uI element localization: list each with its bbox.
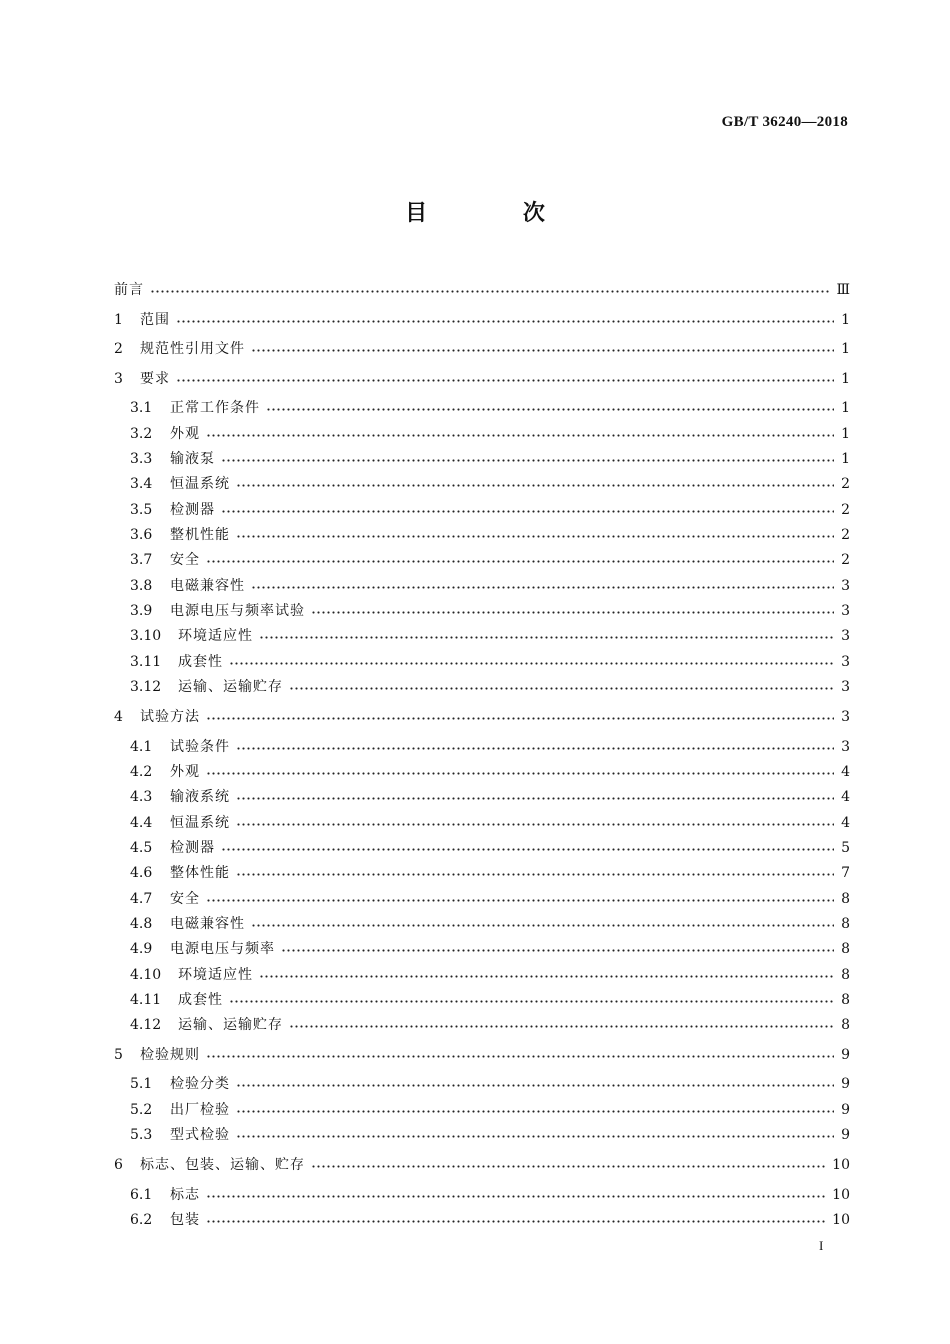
toc-entry[interactable]: [130, 787, 850, 807]
toc-leader-dots: [206, 716, 834, 721]
toc-entry-page: 1: [841, 312, 850, 328]
toc-entry-page: 9: [841, 1047, 850, 1063]
toc-leader-dots: [311, 610, 834, 615]
toc-entry-number: 4.2: [130, 764, 153, 780]
toc-leader-dots: [176, 319, 834, 324]
toc-entry-page: 3: [841, 628, 850, 644]
toc-entry-page: 9: [841, 1102, 850, 1118]
toc-entry-page: 3: [841, 603, 850, 619]
toc-leader-dots: [206, 433, 834, 438]
toc-entry-number: 4.7: [130, 891, 153, 907]
toc-leader-dots: [236, 796, 834, 801]
toc-entry[interactable]: [114, 1045, 850, 1065]
toc-entry-label: 试验条件: [170, 739, 230, 755]
toc-entry[interactable]: [130, 550, 850, 570]
toc-entry-label: 环境适应性: [178, 628, 253, 644]
toc-entry-number: 6: [114, 1157, 123, 1173]
toc-leader-dots: [259, 635, 834, 640]
toc-entry-number: 4.5: [130, 840, 153, 856]
toc-entry-page: 1: [841, 426, 850, 442]
page-title: 目 次: [405, 201, 589, 226]
toc-entry-page: 3: [841, 578, 850, 594]
toc-leader-dots: [206, 1194, 826, 1199]
toc-entry-number: 3: [114, 371, 123, 387]
toc-entry-number: 2: [114, 341, 123, 357]
toc-leader-dots: [206, 1219, 826, 1224]
toc-entry-label: 成套性: [178, 654, 223, 670]
toc-entry-label: 运输、运输贮存: [178, 1017, 283, 1033]
toc-entry-number: 4.1: [130, 739, 153, 755]
toc-leader-dots: [236, 746, 834, 751]
toc-leader-dots: [311, 1164, 826, 1169]
toc-entry-label: 正常工作条件: [170, 400, 260, 416]
toc-entry-number: 4.8: [130, 916, 153, 932]
toc-leader-dots: [251, 585, 834, 590]
toc-entry[interactable]: [130, 762, 850, 782]
toc-entry-page: 9: [841, 1076, 850, 1092]
toc-leader-dots: [251, 348, 834, 353]
toc-entry-page: 2: [841, 552, 850, 568]
toc-entry-label: 检验分类: [170, 1076, 230, 1092]
toc-entry-label: 恒温系统: [170, 476, 230, 492]
toc-entry-page: 8: [841, 916, 850, 932]
toc-entry[interactable]: [130, 1125, 850, 1145]
toc-entry[interactable]: [130, 626, 850, 646]
toc-entry[interactable]: [130, 1015, 850, 1035]
toc-entry-page: 4: [841, 815, 850, 831]
toc-leader-dots: [236, 822, 834, 827]
toc-entry[interactable]: [130, 1100, 850, 1120]
toc-entry-page: 2: [841, 502, 850, 518]
toc-entry[interactable]: [130, 1185, 850, 1205]
toc-entry-number: 4: [114, 709, 123, 725]
toc-entry[interactable]: [130, 813, 850, 833]
toc-entry[interactable]: [130, 601, 850, 621]
toc-entry-label: 包装: [170, 1212, 200, 1228]
toc-entry[interactable]: [130, 914, 850, 934]
toc-entry-number: 1: [114, 312, 123, 328]
toc-entry-label: 检验规则: [140, 1047, 200, 1063]
toc-entry-number: 5: [114, 1047, 123, 1063]
toc-leader-dots: [259, 974, 834, 979]
toc-entry[interactable]: [130, 863, 850, 883]
toc-entry-number: 3.5: [130, 502, 153, 518]
toc-entry-label: 电源电压与频率试验: [170, 603, 305, 619]
toc-entry-label: 环境适应性: [178, 967, 253, 983]
toc-leader-dots: [251, 923, 834, 928]
toc-entry-label: 恒温系统: [170, 815, 230, 831]
toc-entry-label: 标志、包装、运输、贮存: [140, 1157, 305, 1173]
toc-entry[interactable]: [130, 500, 850, 520]
toc-entry-label: 标志: [170, 1187, 200, 1203]
toc-entry-number: 3.11: [130, 654, 162, 670]
toc-entry[interactable]: [130, 424, 850, 444]
toc-entry-number: 4.4: [130, 815, 153, 831]
toc-entry-number: 4.12: [130, 1017, 162, 1033]
toc-leader-dots: [236, 1083, 834, 1088]
toc-entry-page: 7: [841, 865, 850, 881]
toc-entry[interactable]: [130, 737, 850, 757]
toc-entry[interactable]: [130, 965, 850, 985]
toc-leader-dots: [206, 1054, 834, 1059]
toc-entry-label: 试验方法: [140, 709, 200, 725]
toc-entry-number: 5.1: [130, 1076, 153, 1092]
toc-leader-dots: [236, 534, 834, 539]
toc-leader-dots: [229, 999, 834, 1004]
toc-entry-page: 1: [841, 371, 850, 387]
toc-entry[interactable]: [130, 677, 850, 697]
toc-entry[interactable]: [114, 1155, 850, 1175]
toc-entry-label: 外观: [170, 426, 200, 442]
toc-entry-label: 输液泵: [170, 451, 215, 467]
toc-leader-dots: [206, 559, 834, 564]
toc-entry-number: 3.7: [130, 552, 153, 568]
toc-entry-page: 9: [841, 1127, 850, 1143]
toc-leader-dots: [289, 1024, 834, 1029]
toc-entry[interactable]: [114, 707, 850, 727]
toc-entry-number: 3.1: [130, 400, 153, 416]
toc-entry-number: 4.10: [130, 967, 162, 983]
toc-entry-page: 8: [841, 1017, 850, 1033]
toc-entry-label: 要求: [140, 371, 170, 387]
toc-leader-dots: [289, 686, 834, 691]
toc-leader-dots: [236, 1109, 834, 1114]
toc-entry-label: 外观: [170, 764, 200, 780]
toc-entry-label: 前言: [114, 282, 144, 298]
toc-entry-label: 检测器: [170, 502, 215, 518]
toc-entry[interactable]: [130, 652, 850, 672]
toc-entry-label: 电源电压与频率: [170, 941, 275, 957]
toc-entry-number: 4.9: [130, 941, 153, 957]
toc-entry-label: 整体性能: [170, 865, 230, 881]
toc-entry-page: 3: [841, 654, 850, 670]
toc-leader-dots: [221, 458, 834, 463]
toc-entry-page: 3: [841, 739, 850, 755]
toc-entry[interactable]: [114, 369, 850, 389]
toc-entry[interactable]: [130, 1074, 850, 1094]
toc-entry-label: 规范性引用文件: [140, 341, 245, 357]
toc-entry-number: 3.2: [130, 426, 153, 442]
toc-entry-number: 3.9: [130, 603, 153, 619]
toc-entry-number: 3.10: [130, 628, 162, 644]
toc-leader-dots: [206, 771, 834, 776]
toc-entry-page: 4: [841, 789, 850, 805]
toc-entry[interactable]: [130, 889, 850, 909]
toc-entry-page: 3: [841, 679, 850, 695]
toc-entry[interactable]: [114, 310, 850, 330]
toc-entry-number: 6.1: [130, 1187, 153, 1203]
toc-leader-dots: [281, 948, 834, 953]
toc-entry-label: 安全: [170, 552, 200, 568]
toc-entry-number: 5.2: [130, 1102, 153, 1118]
toc-entry[interactable]: [130, 990, 850, 1010]
toc-entry-number: 6.2: [130, 1212, 153, 1228]
page-number: I: [819, 1238, 824, 1253]
toc-leader-dots: [229, 661, 834, 666]
toc-entry-number: 3.4: [130, 476, 153, 492]
toc-entry-page: 10: [832, 1157, 850, 1173]
toc-entry-page: 1: [841, 451, 850, 467]
toc-entry-page: Ⅲ: [836, 282, 850, 298]
toc-entry[interactable]: [130, 525, 850, 545]
toc-leader-dots: [150, 289, 830, 294]
toc-entry-page: 2: [841, 476, 850, 492]
toc-entry-number: 4.3: [130, 789, 153, 805]
toc-entry-number: 3.6: [130, 527, 153, 543]
toc-entry-label: 输液系统: [170, 789, 230, 805]
toc-entry-page: 10: [832, 1212, 850, 1228]
toc-leader-dots: [206, 898, 834, 903]
toc-entry-number: 4.11: [130, 992, 162, 1008]
toc-entry-label: 电磁兼容性: [170, 578, 245, 594]
standard-code: GB/T 36240—2018: [721, 114, 848, 130]
toc-leader-dots: [236, 483, 834, 488]
toc-entry-label: 型式检验: [170, 1127, 230, 1143]
toc-entry[interactable]: [114, 280, 850, 300]
toc-leader-dots: [236, 872, 834, 877]
toc-entry-label: 安全: [170, 891, 200, 907]
toc-entry-page: 8: [841, 941, 850, 957]
toc-entry-number: 3.12: [130, 679, 162, 695]
toc-entry-page: 8: [841, 992, 850, 1008]
toc-entry-label: 范围: [140, 312, 170, 328]
toc-leader-dots: [266, 407, 834, 412]
toc-entry-page: 5: [841, 840, 850, 856]
toc-entry[interactable]: [114, 339, 850, 359]
toc-entry-page: 2: [841, 527, 850, 543]
toc-entry[interactable]: [130, 449, 850, 469]
toc-entry-label: 整机性能: [170, 527, 230, 543]
toc-entry-number: 4.6: [130, 865, 153, 881]
toc-entry[interactable]: [130, 576, 850, 596]
toc-entry-number: 5.3: [130, 1127, 153, 1143]
toc-entry-page: 10: [832, 1187, 850, 1203]
toc-leader-dots: [236, 1134, 834, 1139]
toc-entry[interactable]: [130, 1210, 850, 1230]
toc-entry-label: 出厂检验: [170, 1102, 230, 1118]
toc-entry-label: 检测器: [170, 840, 215, 856]
toc-entry-label: 电磁兼容性: [170, 916, 245, 932]
toc-entry-page: 1: [841, 400, 850, 416]
toc-leader-dots: [221, 847, 834, 852]
toc-leader-dots: [221, 509, 834, 514]
toc-entry-label: 成套性: [178, 992, 223, 1008]
toc-entry[interactable]: [130, 474, 850, 494]
toc-entry-page: 1: [841, 341, 850, 357]
toc-entry-page: 3: [841, 709, 850, 725]
toc-entry[interactable]: [130, 939, 850, 959]
toc-entry-page: 8: [841, 967, 850, 983]
toc-entry[interactable]: [130, 838, 850, 858]
toc-entry-page: 8: [841, 891, 850, 907]
toc-leader-dots: [176, 378, 834, 383]
toc-entry-number: 3.8: [130, 578, 153, 594]
toc-entry-number: 3.3: [130, 451, 153, 467]
toc-entry-label: 运输、运输贮存: [178, 679, 283, 695]
toc-entry-page: 4: [841, 764, 850, 780]
toc-entry[interactable]: [130, 398, 850, 418]
